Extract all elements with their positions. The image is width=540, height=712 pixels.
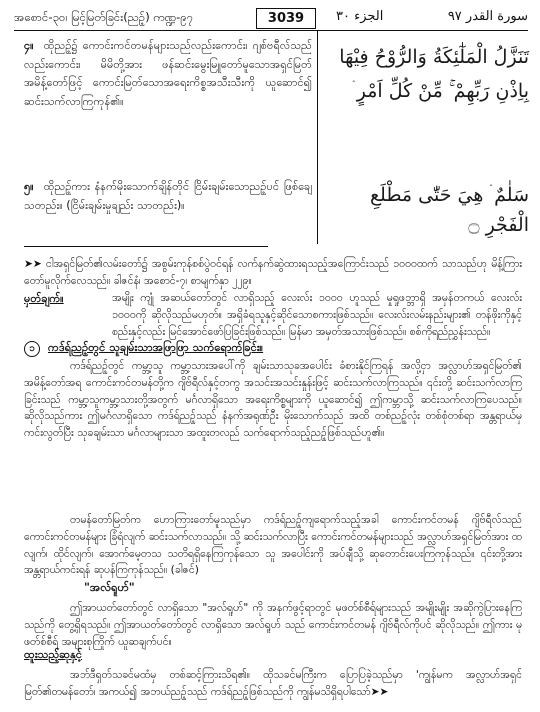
verse-number: ၅။ — [24, 180, 34, 193]
verse-translation — [24, 37, 312, 111]
closing-paragraph — [24, 667, 522, 701]
verse-text: ထိုညဉ့်ကား နံနက်မိုးသောက်ချိန်တိုင် ငြိမ်းချမ်းသောညဉ့်ပင် ဖြစ်ချေသတည်း။ (ငြိမ်းချမ်းမှုချည်း သာတည်း)။ — [24, 180, 312, 212]
surah-label: سورة القدر ٩٧ — [447, 9, 528, 24]
section-paragraph — [24, 358, 522, 442]
footnote-separator — [24, 246, 268, 247]
column-divider — [317, 31, 318, 244]
page-header — [14, 8, 528, 31]
quote-heading: "အလ်ရူဟ်" — [84, 580, 135, 594]
verse-number: ၄။ — [24, 39, 34, 52]
verse-text: ထိုညဉ့်၌ ကောင်းကင်တမန်များသည်လည်းကောင်း၊ ဂျစ်ဗရီလ်သည်လည်းကောင်း၊ မိမိတို့အား ဖန်ဆင်းမွေးမြူတော်မူသောအရှင်မြတ် အမိန့်တော်ဖြင့် ကောင်းမြတ်သောအရေးကိစ္စအသီးသီးကို ယူဆောင်၍ ဆင်းသက်လာကြကုန်၏။ — [24, 39, 312, 108]
section-heading — [24, 341, 263, 357]
arabic-verse: سَلٰمٌ ۛ هِيَ حَتّٰى مَطْلَعِ الْفَجْرِ ۝ — [369, 184, 529, 236]
intro-paragraph: အမျိုး ကျုံ အဆယ်တော်တွင် လာရှိသည့် လေးလ်း ၁၀၀၀ ဟူသည် မှုရှုဖဘ္ဘာရှိ အမှန်တကယ် လေးလ်း ၁၀၀၀ကို ဆိုလိုသည်မဟုတ်။ အရှိခံရသူနှင့်ဆိုင်သောစကားဖြစ်သည်။ လေးလ်းလမ်းနည်းများ၏ တန်ဖိုးကိုနှင့် စည်းနှင့်လည်း မြင်အောင်ဖော်ပြခြင်းဖြစ်သည်။ မြန်မာ အမှတ်အသားဖြစ်သည်။ စစ်ကိုရည်ညွှန်းသည်။ — [112, 292, 522, 338]
arabic-verse: تَنَزَّلُ الْمَلٰٓئِكَةُ وَالرُّوْحُ فِيْهَا بِاِذْنِ رَبِّهِمْ ۚ مِّنْ كُلِّ اَمْرٍ ۛ — [339, 46, 529, 102]
quote-paragraph-text: ဤအာယတ်တော်တွင် လာရှိသော "အလ်ရူဟ်" ကို အနက်ဖွင့်ရာတွင် မုဖတ်စ်စီရ်များသည် အမျိုးမျိုး အဆိုကွဲပြားနေကြသည်ကို တွေ့ရှိရသည်။ ဤအာယတ်တော်တွင် လာရှိသော အလ်ရူဟ် သည် ကောင်းကင်တမန် ဂျိဗ်ရီလ်ကိုပင် ဆိုလိုသည်။ ဤကား မုဖတ်စ်စီရ် အများစုကြိုက် ယူဆချက်ပင်။ — [24, 602, 522, 648]
page-number: 3039 — [256, 8, 316, 29]
chapter-info: အစောင်-၃၀၊ မြင့်မြတ်ခြင်း(ညဉ့်) ကဏ္ဍ-၉၇ — [14, 10, 194, 24]
footnote: ➤➤ ငါအရှင်မြတ်၏လမ်းတော်၌ အစွမ်းကုန်စစ်ပွဲဝင်ရန် လက်နက်ဆွဲထားရသည့်အကြောင်းသည် ၁၀၀၀ထက် သာသည်ဟု မိန့်ကြားတော်မူလိုက်လေသည်။ ခါဇင်နံ၊ အစောင်-၇၊ စာမျက်နှာ ၂၂၉။ — [24, 258, 522, 287]
intro-heading: မှတ်ချက်။ — [24, 292, 64, 305]
sub-heading: ထူးသည့်ဆုနှင့် — [24, 648, 83, 661]
verse-translation — [24, 178, 312, 215]
section-paragraph-2-text: တမန်တော်မြတ်က ဟောကြားတော်မူသည်မှာ ကဒ်ရ်ညဉ့်ကျရောက်သည့်အခါ ကောင်းကင်တမန် ဂျိဗ်ရီလ်သည် ကောင်းကင်တမန်များ ခြံရံလျက် ဆင်းသက်လာသည်။ သို့ ဆင်းသက်လာပြီး ကောင်းကင်တမန်များသည် အလ္လာဟ်အရှင်မြတ်အား ထလျက်၊ ထိုင်လျက်၊ အောက်မေ့တသ သတိရရှိနေကြကုန်သော သူ အပေါင်းကို အပ်ချီသို့ ဆုတောင်းပေးကြကုန်သည်။ ၎င်းတို့အား အန္တရာယ်ကင်းရန် ဆုပန်ကြကုန်သည်။ (ခါဇင်) — [24, 514, 522, 577]
section-number-badge: ၁ — [24, 341, 40, 357]
closing-paragraph-text: အဘ်ဒီရှတ်သခင်မထံမှ တစ်ဆင့်ကြားသိရ၏။ ထိုသခင်မကြီးက ပြောပြခဲ့သည်မှာ 'ကျွန်မက အလ္လာဟ်အရှင်မြတ်၏တမန်တော်၊ အကယ်၍ အဘယ်ညဉ့်သည် ကဒ်ရ်ညဉ့်ဖြစ်သည်ကို ကျွန်မသိရှိရပါသော်➤➤ — [24, 669, 522, 698]
section-paragraph-2 — [24, 512, 522, 579]
section-paragraph-text: ကဒ်ရ်ညဉ့်တွင် ကမ္ဘာ့သူ ကမ္ဘာ့သားအပေါ်ကို ချမ်းသာသုခအပေါင်း ခံစားနိုင်ကြရန် အလို့ငှာ အလ္လာဟ်အရှင်မြတ်၏ အမိန့်တော်အရ ကောင်းကင်တမန်တို့က ဂျိဗ်ရီလ်နှင့်တကွ အသင်းအသင်းနှုန်းဖြင့် ဆင်းသက်လာကြသည်။ ၎င်းတို့ ဆင်းသက်လာကြခြင်းသည် ကမ္ဘာ့သူကမ္ဘာ့သားတို့အတွက် မင်္ဂလာရှိသော အရေးကိစ္စများကို ယူဆောင်၍ ဤကမ္ဘာသို့ ဆင်းသက်လာကြပေသည်။ ဆိုလိုသည်ကား ဤမင်္ဂလာရှိသော ကဒ်ရ်ညဉ့်သည် နံနက်အရုဏ်ဦး မိုးသောက်သည် အထိ တစ်ညဉ့်လုံး တစ်စုံတစ်ရာ အန္တရာယ်မှ ကင်းလွတ်ပြီး သုခချမ်းသာ မင်္ဂလာများသာ အထူးတလည် သက်ရောက်သည့်ညဉ့်ဖြစ်သည်ဟူ၏။ — [24, 360, 522, 440]
quote-paragraph — [24, 600, 522, 650]
juz-label: الجزء ٣٠ — [336, 9, 384, 24]
section-heading-text: ကဒ်ရ်ညဉ့်တွင် သူချမ်းသာအဖြာဖြာ သက်ရောက်ခြင်း။ — [48, 341, 264, 354]
